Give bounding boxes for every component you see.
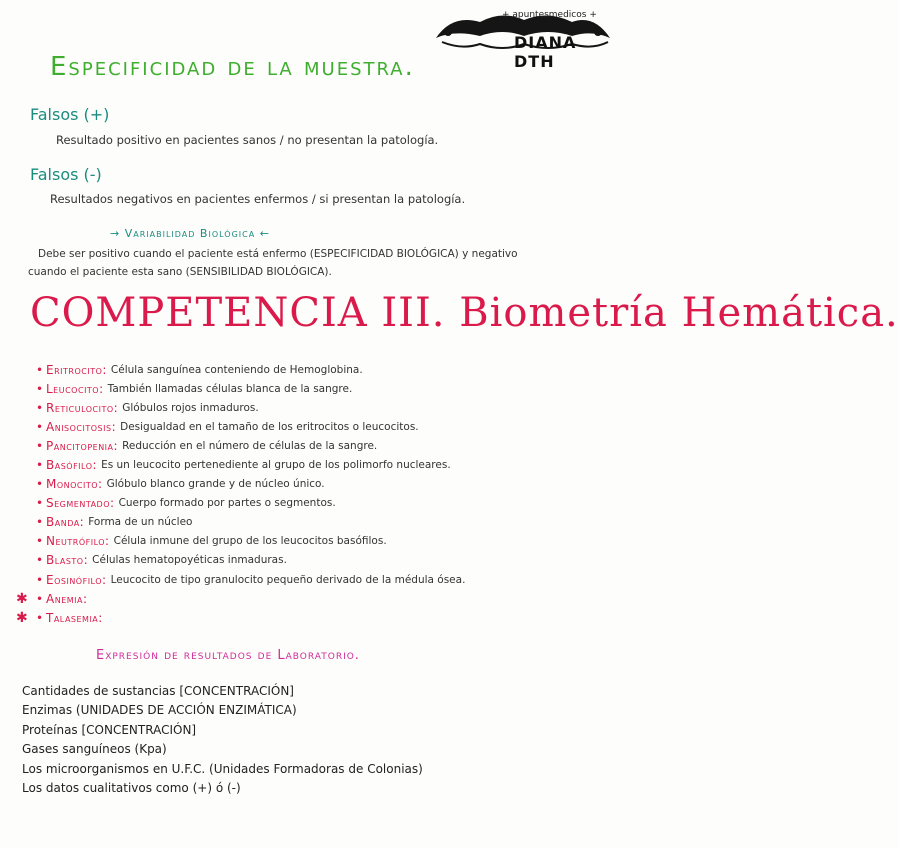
brand-logo [432, 8, 614, 71]
term-definition: Células hematopoyéticas inmaduras. [92, 554, 287, 567]
term-name: Eritrocito: [46, 362, 107, 377]
term-definition: Forma de un núcleo [88, 516, 193, 529]
expresion-heading: Expresión de resultados de Laboratorio. [96, 648, 360, 663]
term-row [36, 532, 465, 551]
terms-list [16, 360, 466, 627]
term-definition: Célula sanguínea conteniendo de Hemoglobina. [110, 363, 363, 376]
term-row [36, 513, 465, 532]
term-definition: Desigualdad en el tamaño de los eritrocitos o leucocitos. [120, 420, 419, 433]
bullet-icon: • [36, 534, 44, 549]
asterisk-icon: ✱ [16, 590, 28, 607]
variabilidad-heading: → Variabilidad Biológica ← [110, 227, 270, 240]
term-definition: Es un leucocito pertenediente al grupo de los polimorfo nucleares. [101, 459, 451, 472]
bullet-icon: • [36, 381, 44, 396]
falsos-positivos-text: Resultado positivo en pacientes sanos / no presentan la patología. [56, 133, 439, 147]
term-name: Anisocitosis: [46, 419, 117, 434]
logo-name: DIANA DTH [514, 33, 577, 71]
expresion-item: Los datos cualitativos como (+) ó (-) [22, 780, 241, 795]
term-name: Eosinófilo: [46, 572, 107, 587]
term-name: Segmentado: [46, 496, 115, 511]
bullet-icon: • [36, 553, 44, 568]
bullet-icon: • [36, 438, 44, 453]
expresion-item: Cantidades de sustancias [CONCENTRACIÓN] [22, 684, 294, 698]
term-definition: Célula inmune del grupo de los leucocitos basófilos. [113, 535, 387, 548]
term-definition: Cuerpo formado por partes o segmentos. [118, 497, 336, 510]
logo-tagline: + apuntesmedicos + [502, 10, 597, 20]
expresion-item: Enzimas (UNIDADES DE ACCIÓN ENZIMÁTICA) [22, 703, 297, 718]
term-definition: Leucocito de tipo granulocito pequeño derivado de la médula ósea. [110, 573, 466, 586]
page-title: Especificidad de la muestra. [50, 52, 415, 82]
bullet-icon: • [36, 477, 44, 492]
term-name: Reticulocito: [46, 400, 119, 415]
bullet-icon: • [36, 610, 44, 625]
bullet-icon: • [36, 458, 44, 473]
term-row [36, 455, 465, 474]
bullet-icon: • [36, 362, 44, 377]
competencia-title: COMPETENCIA III. Biometría Hemática. [30, 290, 899, 336]
term-row [36, 570, 465, 589]
bullet-icon: • [36, 515, 44, 530]
term-name: Talasemia: [46, 610, 103, 625]
term-definition: Glóbulo blanco grande y de núcleo único. [106, 478, 325, 491]
term-row [36, 398, 465, 417]
term-name: Pancitopenia: [46, 438, 119, 453]
term-name: Neutrófilo: [46, 534, 110, 549]
expresion-item: Gases sanguíneos (Kpa) [22, 742, 167, 757]
falsos-negativos-text: Resultados negativos en pacientes enfermos / si presentan la patología. [50, 192, 466, 206]
term-definition: También llamadas células blanca de la sangre. [107, 382, 353, 395]
expresion-list [22, 684, 423, 800]
term-name: Monocito: [46, 477, 103, 492]
falsos-negativos-heading: Falsos (-) [30, 165, 102, 184]
expresion-item: Proteínas [CONCENTRACIÓN] [22, 722, 197, 737]
bullet-icon: • [36, 572, 44, 587]
term-name: Leucocito: [46, 381, 104, 396]
term-row [36, 494, 465, 513]
falsos-positivos-heading: Falsos (+) [30, 105, 110, 124]
bullet-icon: • [36, 591, 44, 606]
bullet-icon: • [36, 419, 44, 434]
term-name: Blasto: [46, 553, 89, 568]
term-row [16, 589, 465, 608]
term-row [36, 379, 465, 398]
term-name: Basófilo: [46, 458, 98, 473]
asterisk-icon: ✱ [16, 609, 28, 626]
variabilidad-line-1: Debe ser positivo cuando el paciente está enfermo (ESPECIFICIDAD BIOLÓGICA) y negativo [38, 248, 518, 260]
term-row [36, 417, 465, 436]
term-row [36, 360, 465, 379]
expresion-item: Los microorganismos en U.F.C. (Unidades Formadoras de Colonias) [22, 761, 423, 776]
variabilidad-line-2: cuando el paciente esta sano (SENSIBILIDAD BIOLÓGICA). [28, 266, 332, 278]
term-name: Anemia: [46, 591, 88, 606]
term-definition: Glóbulos rojos inmaduros. [122, 401, 259, 414]
bullet-icon: • [36, 400, 44, 415]
term-definition: Reducción en el número de células de la sangre. [122, 439, 378, 452]
bullet-icon: • [36, 496, 44, 511]
term-row [36, 475, 465, 494]
term-name: Banda: [46, 515, 85, 530]
term-row [36, 436, 465, 455]
term-row [16, 608, 465, 627]
term-row [36, 551, 465, 570]
